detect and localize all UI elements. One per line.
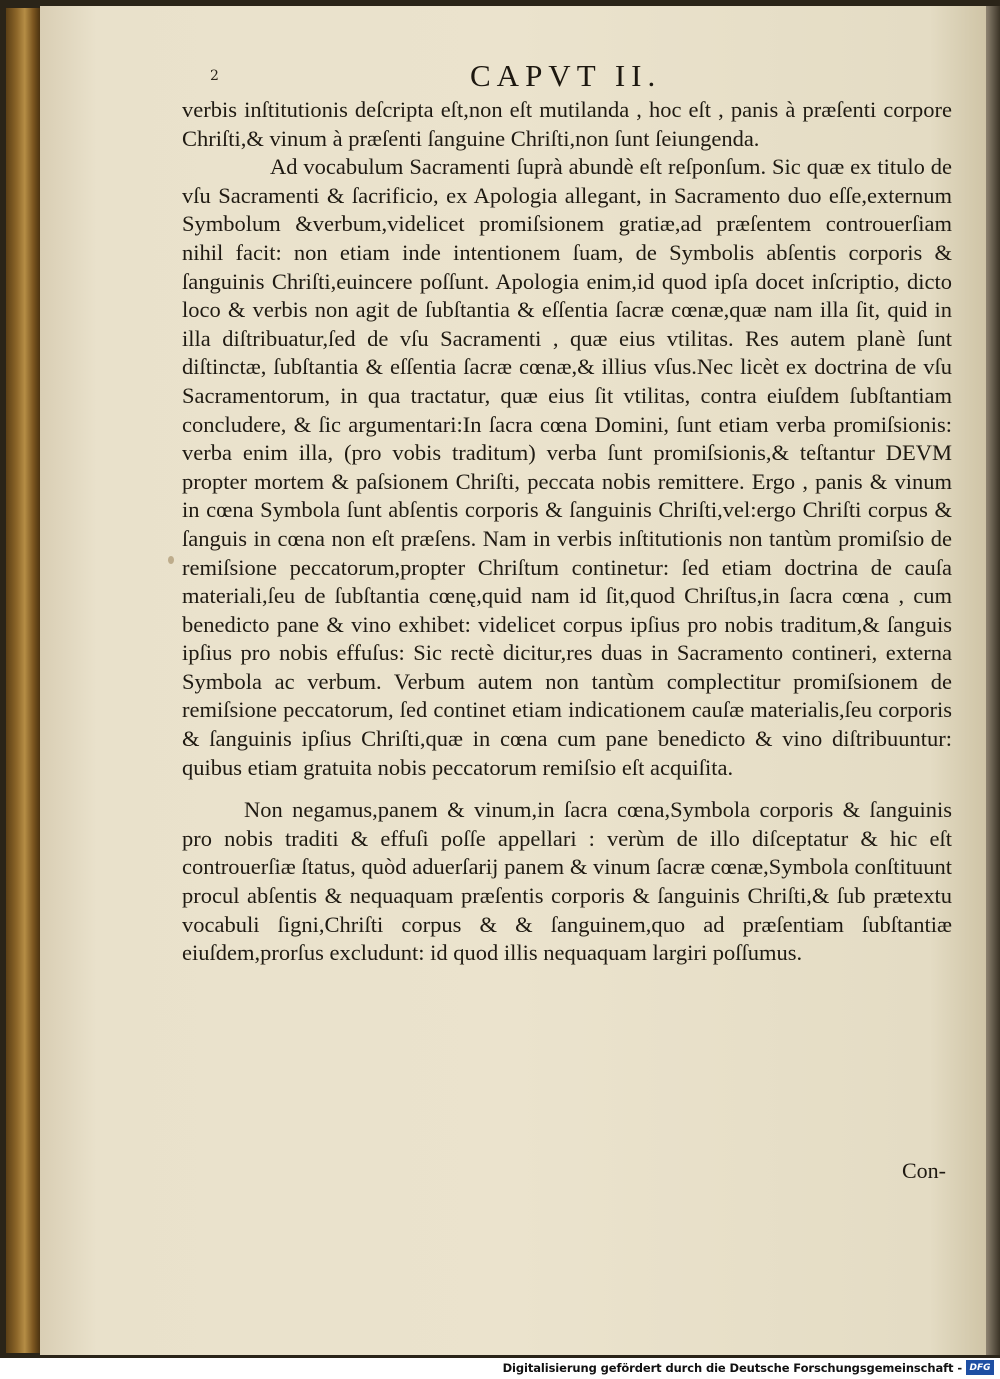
- page-right-edge: [986, 6, 1000, 1355]
- page-header: [140, 58, 960, 98]
- paper-speck: [168, 556, 174, 564]
- paragraph-1: verbis inſtitutionis deſcripta eſt,non eſt mutilanda , hoc eſt , panis à præſenti corpore Chriſti,& vinum à præſenti ſanguine Chriſti,non ſunt ſeiungenda.: [182, 97, 952, 151]
- dfg-logo: DFG: [966, 1360, 994, 1375]
- catchword: Con-: [902, 1158, 946, 1183]
- running-head: CAPVT II.: [470, 58, 662, 93]
- paragraph-2: Ad vocabulum Sacramenti ſuprà abundè eſt reſponſum. Sic quæ ex titulo de vſu Sacramenti & ſacrificio, ex Apologia allegant, in Sacramento duo eſſe,externum Symbolum &verbum,videlicet promiſsionem gratiæ,ad præſentem controuerſiam nihil facit: non etiam inde intentionem ſuam, de Symbolis abſentis corporis & ſanguinis Chriſti,euincere poſſunt. Apologia enim,id quod ipſa docet inſcriptio, dicto loco & verbis non agit de ſubſtantia & eſſentia ſacræ cœnæ,quæ nam illa ſit, quid in illa diſtribuatur,ſed de vſu Sacramenti , quæ eius vtilitas. Res autem planè ſunt diſtinctæ, ſubſtantia & eſſentia ſacræ cœnæ,& illius vſus.Nec licèt ex doctrina de vſu Sacramentorum, in qua tractatur, quæ eius ſit vtilitas, contra eiuſdem ſubſtantiam concludere, & ſic argumentari:In ſacra cœna Domini, ſunt etiam verba promiſsionis: verba enim illa, (pro vobis traditum) verba ſunt promiſsionis,& teſtantur DEVM propter mortem & paſsionem Chriſti, peccata nobis remittere. Ergo , panis & vinum in cœna Symbola ſunt abſentis corporis & ſanguinis Chriſti,vel:ergo Chriſti corpus & ſanguis in cœna non eſt præſens. Nam in verbis inſtitutionis non tantùm promiſsio de remiſsione peccatorum,propter Chriſtum continetur: ſed etiam doctrina de cauſa materiali,ſeu de ſubſtantia cœnę,quid nam id ſit,quod Chriſtus,in ſacra cœna , cum benedicto pane & vino exhibet: videlicet corpus ipſius pro nobis traditum,& ſanguis ipſius pro nobis effuſus: Sic rectè dicitur,res duas in Sacramento contineri, externa Symbola ac verbum. Verbum autem non tantùm complectitur promiſsionem de remiſsione peccatorum, ſed continet etiam indicationem cauſæ materialis,ſeu corporis & ſanguinis ipſius Chriſti,quæ in cœna cum pane benedicto & vino diſtribuuntur: quibus etiam gratuita nobis peccatorum remiſsio eſt acquiſita.: [182, 154, 952, 780]
- page-mark: 2: [210, 68, 219, 84]
- funding-credit: Digitalisierung gefördert durch die Deutsche Forschungsgemeinschaft -: [502, 1361, 962, 1375]
- book-fore-edge: [6, 8, 40, 1353]
- body-text: [182, 96, 952, 968]
- paragraph-3: Non negamus,panem & vinum,in ſacra cœna,Symbola corporis & ſanguinis pro nobis traditi & effuſi poſſe appellari : verùm de illo diſceptatur & hic eſt controuerſiæ ſtatus, quòd aduerſarij panem & vinum ſacræ cœnæ,Symbola conſtituunt procul abſentis & nequaquam præſentis corporis & ſanguinis Chriſti,& ſub prætextu vocabuli ſigni,Chriſti corpus & & ſanguinem,quo ad præſentiam ſubſtantiæ eiuſdem,prorſus excludunt: id quod illis nequaquam largiri poſſumus.: [182, 797, 952, 966]
- footer-bar: [0, 1358, 1000, 1379]
